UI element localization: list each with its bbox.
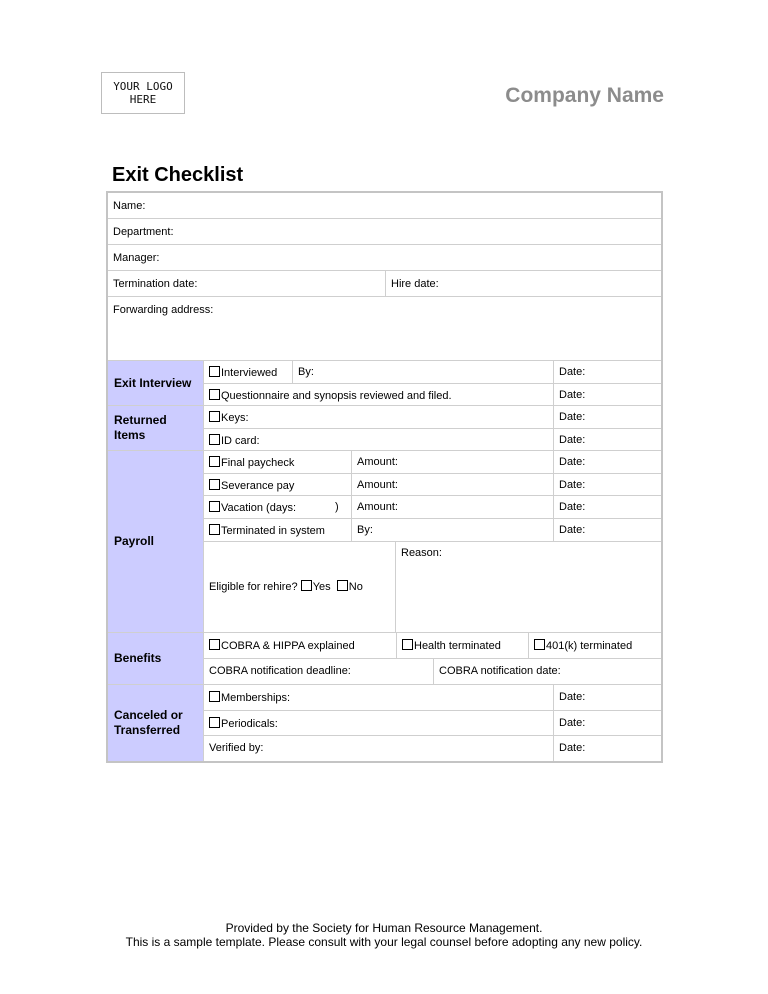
final-paycheck-option[interactable] <box>204 451 352 474</box>
severance-pay-checkbox[interactable] <box>209 479 220 490</box>
vacation-date-field[interactable] <box>554 496 661 519</box>
verified-by-field[interactable] <box>204 736 554 761</box>
final-paycheck-date-label: Date: <box>559 456 586 468</box>
rehire-reason-label: Reason: <box>401 547 442 559</box>
final-paycheck-label: Final paycheck <box>221 457 295 469</box>
vacation-label: Vacation (days: <box>221 502 297 514</box>
department-field[interactable] <box>108 219 661 245</box>
rehire-no-label: No <box>348 581 363 593</box>
rehire-yes-checkbox[interactable] <box>301 580 312 591</box>
memberships-label: Memberships: <box>221 692 291 704</box>
health-terminated-label: Health terminated <box>414 640 501 652</box>
cobra-deadline-field[interactable] <box>204 659 434 685</box>
exit-checklist-form <box>106 191 663 763</box>
vacation-amount-label: Amount: <box>357 501 398 513</box>
benefits-title: Benefits <box>114 651 162 665</box>
final-paycheck-amount-field[interactable] <box>352 451 554 474</box>
questionnaire-option[interactable] <box>204 384 554 406</box>
cobra-date-label: COBRA notification date: <box>439 665 561 677</box>
id-card-option[interactable] <box>204 429 554 451</box>
terminated-date-label: Date: <box>559 524 586 536</box>
verified-date-label: Date: <box>559 742 586 754</box>
id-card-date-label: Date: <box>559 434 586 446</box>
payroll-title: Payroll <box>114 534 155 548</box>
forwarding-address-field[interactable] <box>108 297 661 361</box>
questionnaire-checkbox[interactable] <box>209 389 220 400</box>
name-field[interactable] <box>108 193 661 219</box>
periodicals-date-field[interactable] <box>554 711 661 736</box>
vacation-close-paren: ) <box>335 501 339 513</box>
id-card-label: ID card: <box>221 435 260 447</box>
company-name: Company Name <box>505 84 664 107</box>
vacation-date-label: Date: <box>559 501 586 513</box>
logo-placeholder <box>101 72 185 114</box>
terminated-in-system-checkbox[interactable] <box>209 524 220 535</box>
keys-checkbox[interactable] <box>209 411 220 422</box>
cobra-date-field[interactable] <box>434 659 661 685</box>
footer-line-1: Provided by the Society for Human Resource Management. <box>225 921 543 935</box>
rehire-no-checkbox[interactable] <box>337 580 348 591</box>
terminated-in-system-option[interactable] <box>204 519 352 542</box>
severance-pay-option[interactable] <box>204 474 352 496</box>
section-exit-interview <box>108 361 204 406</box>
k401-terminated-checkbox[interactable] <box>534 639 545 650</box>
final-paycheck-date-field[interactable] <box>554 451 661 474</box>
section-payroll <box>108 451 204 633</box>
periodicals-checkbox[interactable] <box>209 717 220 728</box>
interview-date-field[interactable] <box>554 361 661 384</box>
questionnaire-date-field[interactable] <box>554 384 661 406</box>
hire-date-field[interactable] <box>386 271 661 297</box>
periodicals-date-label: Date: <box>559 717 586 729</box>
id-card-date-field[interactable] <box>554 429 661 451</box>
verified-date-field[interactable] <box>554 736 661 761</box>
department-label: Department: <box>113 226 174 238</box>
periodicals-label: Periodicals: <box>221 718 278 730</box>
returned-items-title: Returned Items <box>114 413 167 442</box>
page-title: Exit Checklist <box>112 164 244 186</box>
keys-option[interactable] <box>204 406 554 429</box>
severance-pay-label: Severance pay <box>221 480 295 492</box>
memberships-option[interactable] <box>204 685 554 711</box>
terminated-in-system-label: Terminated in system <box>221 525 325 537</box>
final-paycheck-checkbox[interactable] <box>209 456 220 467</box>
section-benefits <box>108 633 204 685</box>
logo-line-1: YOUR LOGO <box>113 80 173 93</box>
keys-date-label: Date: <box>559 411 586 423</box>
manager-label: Manager: <box>113 252 160 264</box>
terminated-date-field[interactable] <box>554 519 661 542</box>
health-terminated-option[interactable] <box>397 633 529 659</box>
terminated-by-field[interactable] <box>352 519 554 542</box>
keys-label: Keys: <box>221 412 249 424</box>
interview-by-field[interactable] <box>293 361 554 384</box>
cobra-deadline-label: COBRA notification deadline: <box>209 665 351 677</box>
severance-amount-label: Amount: <box>357 479 398 491</box>
rehire-reason-field[interactable] <box>396 542 661 633</box>
cobra-hippa-checkbox[interactable] <box>209 639 220 650</box>
interviewed-checkbox[interactable] <box>209 366 220 377</box>
id-card-checkbox[interactable] <box>209 434 220 445</box>
section-returned-items <box>108 406 204 451</box>
k401-terminated-option[interactable] <box>529 633 661 659</box>
interview-by-label: By: <box>298 366 314 378</box>
health-terminated-checkbox[interactable] <box>402 639 413 650</box>
memberships-date-field[interactable] <box>554 685 661 711</box>
termination-date-field[interactable] <box>108 271 386 297</box>
manager-field[interactable] <box>108 245 661 271</box>
k401-terminated-label: 401(k) terminated <box>546 640 633 652</box>
terminated-by-label: By: <box>357 524 373 536</box>
verified-by-label: Verified by: <box>209 742 264 754</box>
cobra-hippa-option[interactable] <box>204 633 397 659</box>
severance-date-field[interactable] <box>554 474 661 496</box>
interviewed-option[interactable] <box>204 361 293 384</box>
exit-interview-title: Exit Interview <box>114 375 192 390</box>
final-paycheck-amount-label: Amount: <box>357 456 398 468</box>
footer-line-2: This is a sample template. Please consult with your legal counsel before adopting any new policy. <box>125 935 643 949</box>
memberships-checkbox[interactable] <box>209 691 220 702</box>
section-canceled-transferred <box>108 685 204 761</box>
name-label: Name: <box>113 200 146 212</box>
vacation-checkbox[interactable] <box>209 501 220 512</box>
eligible-for-rehire-field <box>204 542 396 633</box>
hire-date-label: Hire date: <box>391 278 439 290</box>
interview-date-label: Date: <box>559 366 586 378</box>
cobra-hippa-label: COBRA & HIPPA explained <box>221 640 355 652</box>
keys-date-field[interactable] <box>554 406 661 429</box>
termination-date-label: Termination date: <box>113 278 198 290</box>
rehire-yes-label: Yes <box>312 581 331 593</box>
eligible-for-rehire-label: Eligible for rehire? <box>209 581 298 593</box>
forwarding-address-label: Forwarding address: <box>113 304 214 316</box>
severance-amount-field[interactable] <box>352 474 554 496</box>
interviewed-label: Interviewed <box>221 367 278 379</box>
periodicals-option[interactable] <box>204 711 554 736</box>
severance-date-label: Date: <box>559 479 586 491</box>
logo-line-2: HERE <box>129 93 157 106</box>
vacation-option[interactable] <box>204 496 352 519</box>
questionnaire-date-label: Date: <box>559 389 586 401</box>
questionnaire-label: Questionnaire and synopsis reviewed and filed. <box>221 390 452 402</box>
canceled-transferred-title: Canceled or Transferred <box>114 708 183 737</box>
memberships-date-label: Date: <box>559 691 586 703</box>
vacation-amount-field[interactable] <box>352 496 554 519</box>
